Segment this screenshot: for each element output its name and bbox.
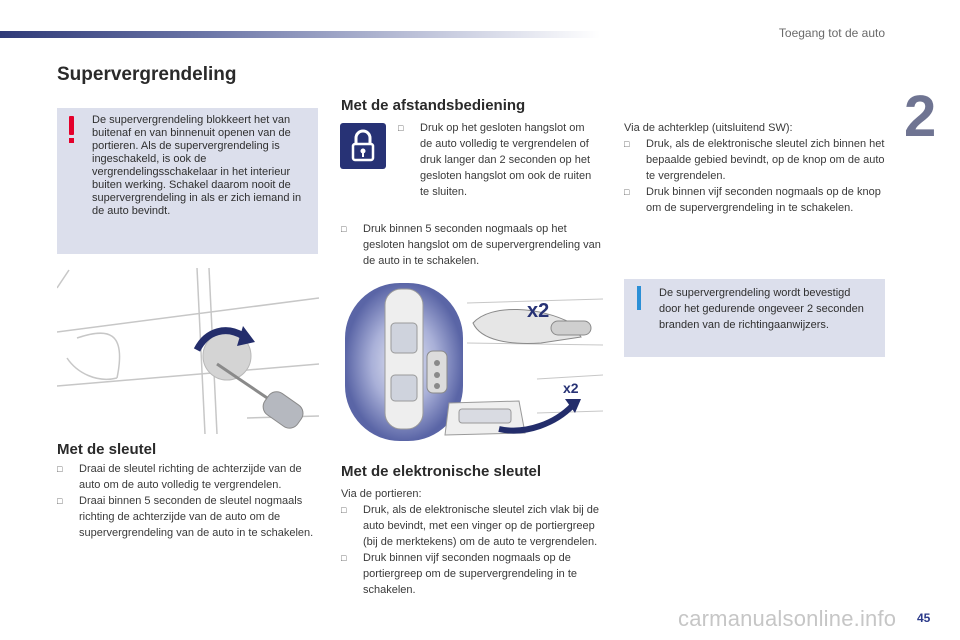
afstand-bullet-list-2	[341, 221, 605, 269]
elektronisch-bullet-2: □ Druk binnen vijf seconden nogmaals op de portiergreep om de supervergrendeling in te schakelen.	[341, 550, 605, 598]
x2-label-bottom: x2	[563, 380, 579, 396]
padlock-closed-icon	[340, 123, 386, 169]
achterklep-intro: Via de achterklep (uitsluitend SW):	[624, 122, 793, 134]
achterklep-bullet-1: □ Druk, als de elektronische sleutel zich binnen het bepaalde gebied bevindt, op de knop om de auto te vergrendelen.	[624, 136, 886, 184]
warning-note	[57, 108, 318, 254]
achterklep-bullets	[624, 136, 886, 216]
page-title: Supervergrendeling	[57, 64, 237, 85]
x2-label-top: x2	[527, 300, 550, 322]
section-heading-elektronische-sleutel: Met de elektronische sleutel	[341, 463, 542, 480]
key-turn-illustration	[57, 268, 319, 434]
sleutel-bullet-1: □ Draai de sleutel richting de achterzijde van de auto om de auto volledig te vergrendelen.	[57, 461, 319, 493]
warning-exclamation-icon	[69, 116, 74, 135]
chapter-number: 2	[904, 84, 937, 149]
section-heading-afstandsbediening: Met de afstandsbediening	[341, 97, 526, 114]
warning-note-text: De supervergrendeling blokkeert het van buitenaf en van binnenuit openen van de portieren. Als de supervergrendeling is ingeschakeld, is ook de vergrendelingsschakelaar in het interieur buiten werking. Schakel daarom nooit de supervergrendeling in als er zich iemand in de auto bevindt.	[92, 114, 302, 217]
achterklep-bullet-2: □ Druk binnen vijf seconden nogmaals op de knop om de supervergrendeling in te schakelen.	[624, 184, 886, 216]
afstand-bullet-list-1	[398, 120, 598, 200]
electronic-key-illustration	[341, 283, 603, 443]
watermark: carmanualsonline.info	[678, 606, 897, 631]
info-note	[624, 279, 885, 357]
elektronisch-bullet-1: □ Druk, als de elektronische sleutel zich vlak bij de auto bevindt, met een vinger op de portiergreep (bij de merktekens) om de auto te vergrendelen.	[341, 502, 605, 550]
info-note-text: De supervergrendeling wordt bevestigd door het gedurende ongeveer 2 seconden branden van de richtingaanwijzers.	[659, 287, 864, 331]
sleutel-bullet-2: □ Draai binnen 5 seconden de sleutel nogmaals richting de achterzijde van de auto om de supervergrendeling van de auto in te schakelen.	[57, 493, 319, 541]
sleutel-bullets	[57, 461, 319, 541]
section-heading-sleutel: Met de sleutel	[57, 441, 157, 458]
elektronisch-intro: Via de portieren:	[341, 488, 422, 500]
info-icon	[637, 286, 641, 310]
afstand-bullet-2: □ Druk binnen 5 seconden nogmaals op het gesloten hangslot om de supervergrendeling van de auto in te schakelen.	[341, 221, 605, 269]
header-gradient-bar	[0, 31, 600, 38]
page-number: 45	[917, 611, 931, 625]
chapter-title: Toegang tot de auto	[778, 26, 885, 40]
afstand-bullet-1: □ Druk op het gesloten hangslot om de auto volledig te vergrendelen of druk langer dan 2 seconden op het gesloten hangslot om ook de ruiten te sluiten.	[398, 120, 598, 200]
elektronisch-bullets	[341, 502, 605, 598]
